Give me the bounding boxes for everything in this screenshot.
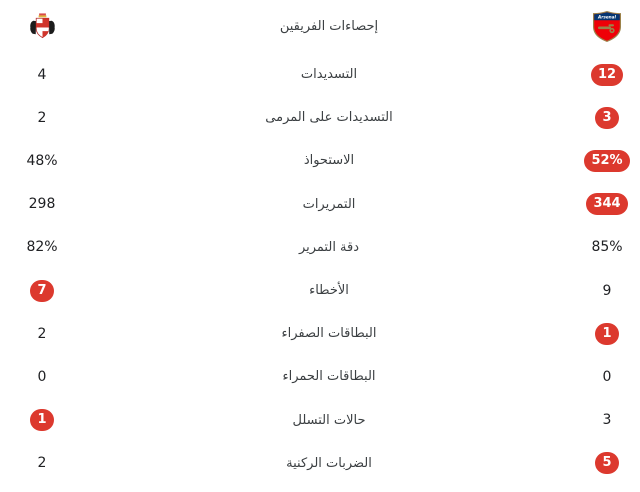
- stat-row: [0, 355, 640, 398]
- right-team-value: 3: [602, 412, 612, 429]
- stat-label: التمريرات: [302, 196, 356, 212]
- left-team-value: 2: [37, 325, 47, 342]
- stat-label: البطاقات الصفراء: [281, 326, 377, 342]
- stat-row: [0, 53, 640, 96]
- stat-label: الاستحواذ: [303, 153, 355, 169]
- left-team-value: 2: [37, 109, 47, 126]
- stat-label: التسديدات على المرمى: [265, 110, 393, 126]
- stat-label: البطاقات الحمراء: [282, 369, 376, 385]
- left-team-value: 48%: [26, 152, 58, 169]
- stat-label: التسديدات: [300, 67, 358, 83]
- stat-row: [0, 399, 640, 442]
- stat-row: [0, 226, 640, 269]
- arsenal-crest-icon: [593, 11, 621, 42]
- stat-label: الضربات الركنية: [286, 455, 372, 471]
- stats-header: [0, 0, 640, 53]
- left-team-value: 0: [37, 368, 47, 385]
- right-team-crest: [574, 11, 640, 42]
- stat-label: دقة التمرير: [298, 239, 360, 255]
- right-team-value: 9: [602, 282, 612, 299]
- sunderland-crest-icon: [27, 11, 58, 42]
- stat-row: [0, 312, 640, 355]
- right-team-value: 0: [602, 368, 612, 385]
- stat-row: [0, 139, 640, 182]
- stat-row: [0, 96, 640, 139]
- stat-row: [0, 269, 640, 312]
- left-team-crest: [0, 11, 84, 42]
- left-team-value: 4: [37, 66, 47, 83]
- left-team-value: 298: [28, 196, 56, 213]
- right-team-value: 344: [586, 193, 627, 215]
- left-team-value: 1: [30, 409, 53, 431]
- left-team-value: 82%: [26, 239, 58, 256]
- stat-row: [0, 442, 640, 485]
- right-team-value: 3: [595, 107, 618, 129]
- stats-title: إحصاءات الفريقين: [279, 19, 379, 34]
- right-team-value: 85%: [591, 239, 623, 256]
- left-team-value: 2: [37, 455, 47, 472]
- right-team-value: 1: [595, 323, 618, 345]
- right-team-value: 12: [591, 64, 623, 86]
- stat-label: الأخطاء: [309, 283, 349, 299]
- stat-label: حالات التسلل: [292, 412, 366, 428]
- right-team-value: 5: [595, 452, 618, 474]
- svg-text:Arsenal: Arsenal: [598, 14, 616, 20]
- stats-rows: [0, 53, 640, 485]
- right-team-value: 52%: [584, 150, 629, 172]
- stat-row: [0, 183, 640, 226]
- left-team-value: 7: [30, 280, 53, 302]
